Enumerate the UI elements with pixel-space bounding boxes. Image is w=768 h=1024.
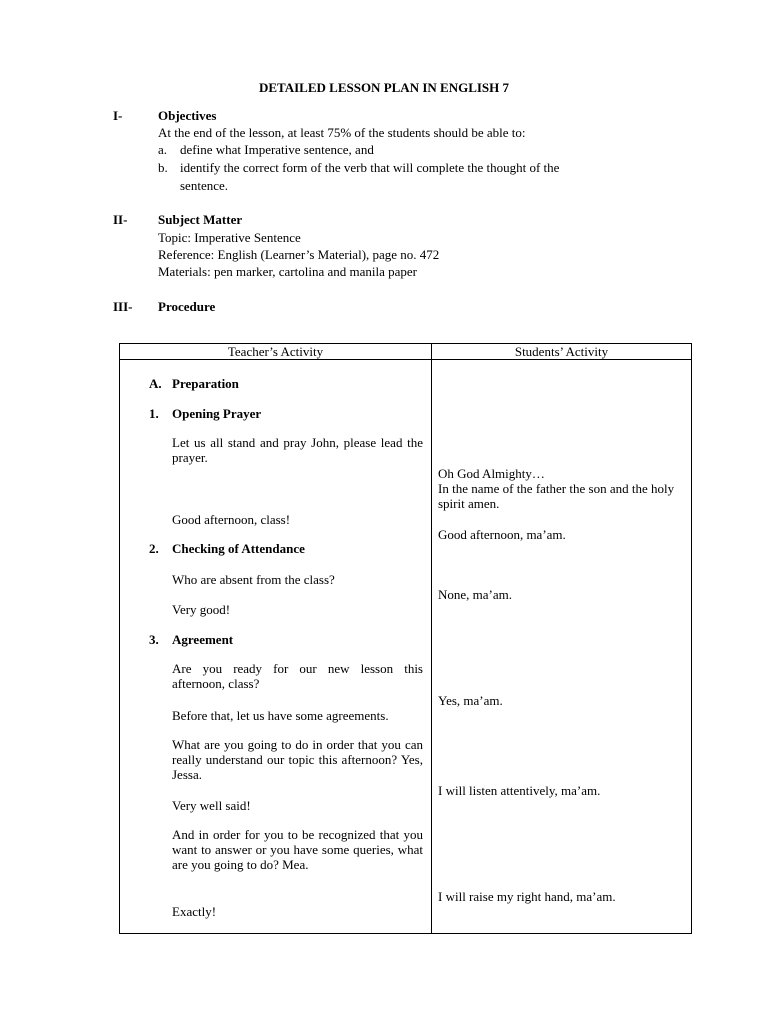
student-greeting: Good afternoon, ma’am. xyxy=(438,527,566,542)
preparation-marker: A. xyxy=(149,376,162,391)
objective-a-marker: a. xyxy=(158,142,168,157)
objectives-heading: Objectives xyxy=(158,108,217,123)
opening-prayer-marker: 1. xyxy=(149,406,159,421)
student-prayer-line-1: Oh God Almighty… xyxy=(438,466,545,481)
student-prayer-line-2: In the name of the father the son and the holy spirit amen. xyxy=(438,481,675,511)
opening-prayer-heading: Opening Prayer xyxy=(172,406,262,421)
objective-b-continuation: sentence. xyxy=(180,178,229,193)
document-title: DETAILED LESSON PLAN IN ENGLISH 7 xyxy=(258,80,510,95)
teacher-before-that: Before that, let us have some agreements. xyxy=(172,708,389,723)
subject-materials: Materials: pen marker, cartolina and manila paper xyxy=(158,264,418,279)
students-activity-header: Students’ Activity xyxy=(514,344,609,359)
section-numeral-subject-matter: II- xyxy=(113,212,128,227)
subject-matter-heading: Subject Matter xyxy=(158,212,243,227)
teacher-greeting: Good afternoon, class! xyxy=(172,512,291,527)
objective-a-text: define what Imperative sentence, and xyxy=(180,142,374,157)
objectives-intro: At the end of the lesson, at least 75% of the students should be able to: xyxy=(158,125,526,140)
procedure-heading: Procedure xyxy=(158,299,216,314)
attendance-heading: Checking of Attendance xyxy=(172,541,305,556)
teacher-exactly: Exactly! xyxy=(172,904,217,919)
teacher-prayer-text: Let us all stand and pray John, please lead the prayer. xyxy=(172,435,423,465)
student-listen-answer: I will listen attentively, ma’am. xyxy=(438,783,601,798)
subject-topic: Topic: Imperative Sentence xyxy=(158,230,301,245)
student-raise-hand-answer: I will raise my right hand, ma’am. xyxy=(438,889,616,904)
student-none-answer: None, ma’am. xyxy=(438,587,513,602)
teacher-well-said: Very well said! xyxy=(172,798,251,813)
agreement-marker: 3. xyxy=(149,632,159,647)
attendance-marker: 2. xyxy=(149,541,159,556)
teacher-activity-header: Teacher’s Activity xyxy=(227,344,324,359)
teacher-what-do-question: What are you going to do in order that you can really understand our topic this afternoon? Yes, Jessa. xyxy=(172,737,423,782)
student-yes-answer: Yes, ma’am. xyxy=(438,693,503,708)
objective-b-marker: b. xyxy=(158,160,168,175)
objective-b-text: identify the correct form of the verb that will complete the thought of the xyxy=(180,160,560,175)
subject-reference: Reference: English (Learner’s Material), page no. 472 xyxy=(158,247,440,262)
table-column-divider xyxy=(431,344,432,933)
teacher-ready-question: Are you ready for our new lesson this afternoon, class? xyxy=(172,661,423,691)
teacher-absent-question: Who are absent from the class? xyxy=(172,572,335,587)
teacher-recognized-question: And in order for you to be recognized that you want to answer or you have some queries, what are you going to do? Mea. xyxy=(172,827,423,872)
teacher-very-good: Very good! xyxy=(172,602,231,617)
section-numeral-objectives: I- xyxy=(113,108,123,123)
section-numeral-procedure: III- xyxy=(113,299,133,314)
preparation-heading: Preparation xyxy=(172,376,239,391)
agreement-heading: Agreement xyxy=(172,632,234,647)
